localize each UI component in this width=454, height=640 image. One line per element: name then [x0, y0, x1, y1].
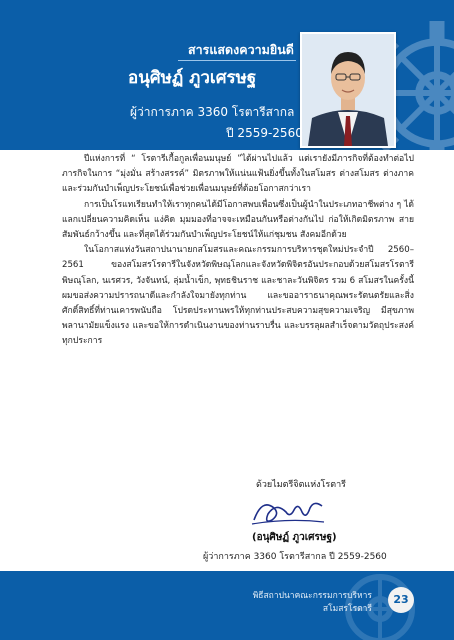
footer-band [0, 571, 454, 640]
page-number: 23 [388, 587, 414, 613]
page-title: สารแสดงความยินดี [188, 42, 294, 57]
paragraph-3: ในโอกาสแห่งวันสถาปนานายกสโมสรและคณะกรรมการบริหารชุดใหม่ประจำปี 2560–2561 ของสโมสรโรตารีในจังหวัดพิษณุโลกและจังหวัดพิจิตรอันประกอบด้วยสโมสรโรตารีพิษณุโลก, นเรศวร, วังจันทน์, ลุ่มน้ำเข็ก, พุทธชินราช และชาละวันพิจิตร รวม 6 สโมสรในครั้งนี้ ผมขอส่งความปรารถนาดีและกำลังใจมายังทุกท่าน และขออาราธนาคุณพระรัตนตรัยและสิ่งศักดิ์สิทธิ์ที่ท่านเคารพนับถือ โปรดประทานพรให้ทุกท่านประสบความสุขความเจริญ มีสุขภาพพลานามัยแข็งแรง และขอให้การดำเนินงานของท่านราบรื่น และบรรลุผลสำเร็จตามวัตถุประสงค์ทุกประการ [62, 245, 414, 347]
title-divider [178, 60, 296, 61]
signer-name: (อนุศิษฏ์ ภูวเศรษฐ) [252, 532, 337, 543]
governor-name: อนุศิษฏ์ ภูวเศรษฐ [128, 68, 257, 88]
signer-title: ผู้ว่าการภาค 3360 โรตารีสากล ปี 2559-2560 [203, 552, 387, 562]
signature-image [248, 492, 328, 530]
paragraph-2: การเป็นโรแทเรียนทำให้เราทุกคนได้มีโอกาสพบเพื่อนซึ่งเป็นผู้นำในประเภทอาชีพต่าง ๆ ได้แลกเปลี่ยนความคิดเห็น แง่คิด มุมมองที่อาจจะเหมือนกันหรือต่างกันไป ก่อให้เกิดมิตรภาพ สายสัมพันธ์กว้างขึ้น และที่สุดได้ร่วมกันบำเพ็ญประโยชน์ให้แก่ชุมชน สังคมอีกด้วย [62, 199, 414, 241]
message-body [62, 152, 414, 350]
portrait-photo [300, 32, 396, 148]
footer-event-line: พิธีสถาปนาคณะกรรมการบริหาร [252, 591, 372, 601]
governor-term: ปี 2559-2560 [226, 126, 303, 140]
governor-position: ผู้ว่าการภาค 3360 โรตารีสากล [130, 105, 295, 119]
paragraph-1: ปีแห่งการที่ “ โรตารีเกื้อกูลเพื่อนมนุษย์ ”ได้ผ่านไปแล้ว แต่เรายังมีภารกิจที่ต้องทำต่อไป ภารกิจในการ “มุ่งมั่น สร้างสรรค์” มิตรภาพให้แน่นแฟ้นยิ่งขึ้นทั้งในสโมสร ต่างสโมสร ต่างภาค และร่วมกันบำเพ็ญประโยชน์เพื่อช่วยเพื่อนมนุษย์ที่ด้อยโอกาสกว่าเรา [62, 154, 414, 195]
footer-club-line: สโมสรโรตารี [322, 604, 372, 614]
closing-phrase: ด้วยไมตรีจิตแห่งโรตารี [256, 480, 346, 490]
header-banner [0, 0, 454, 150]
